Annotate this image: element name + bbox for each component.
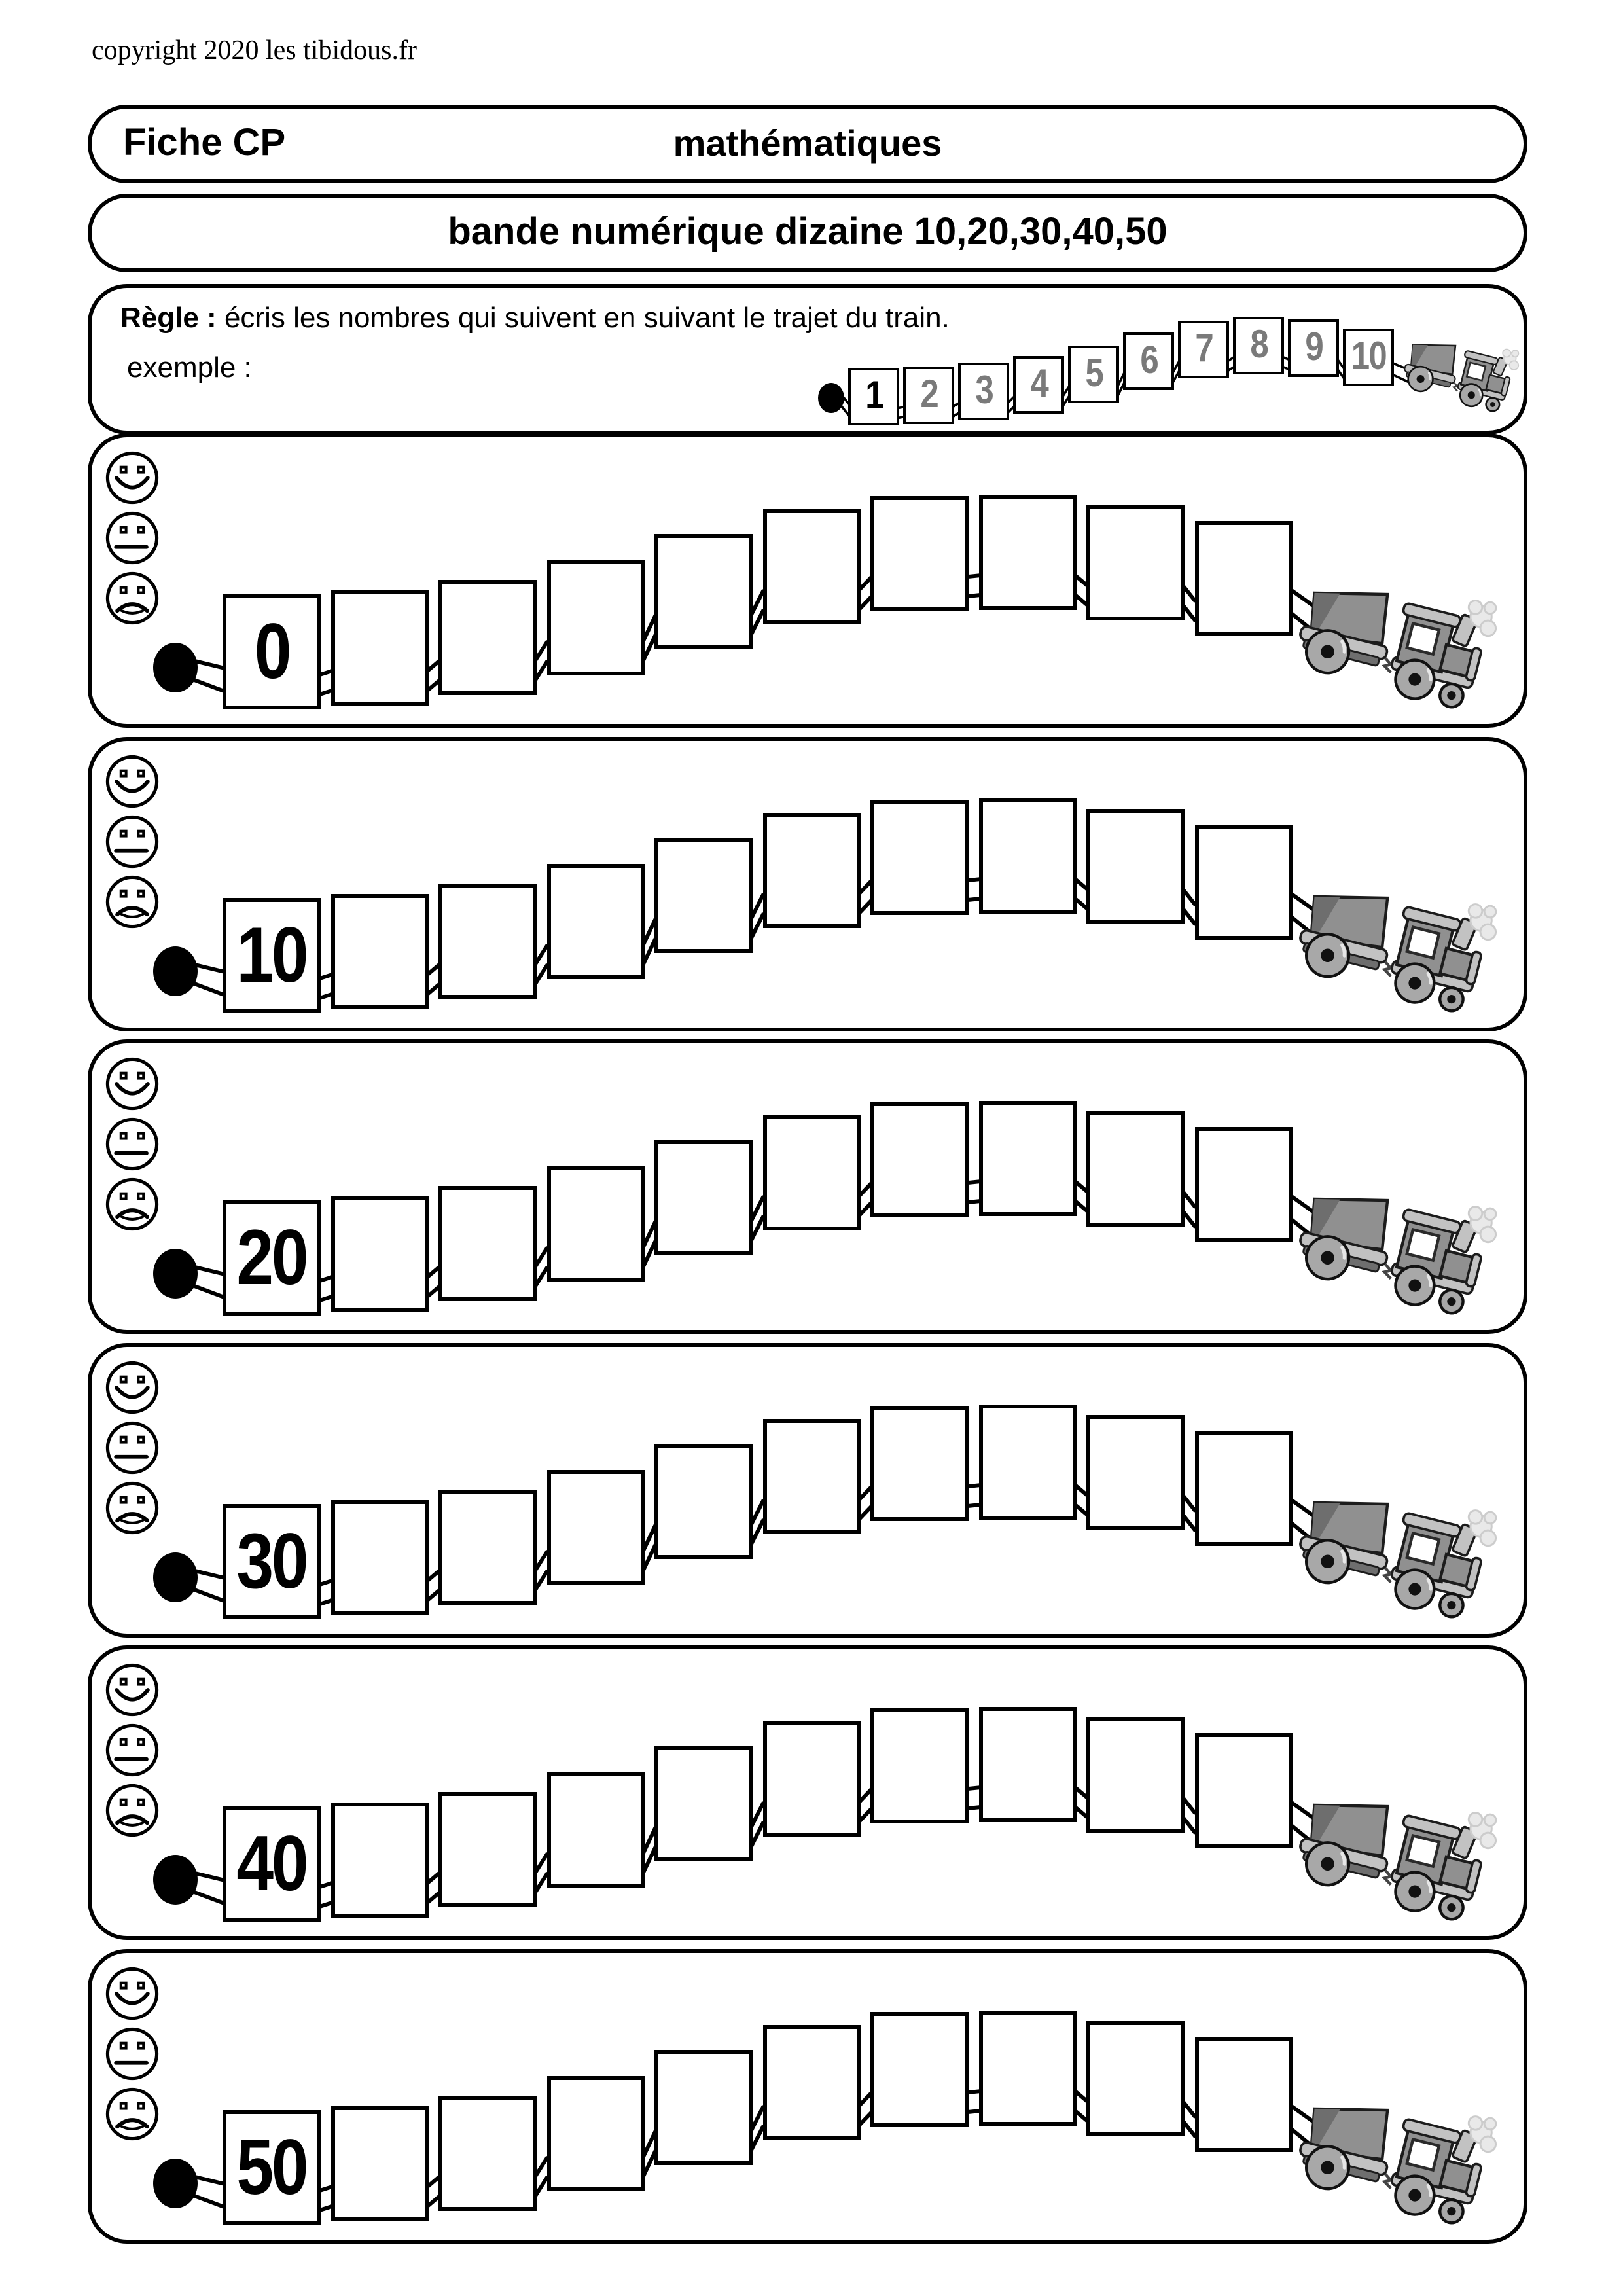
answer-box[interactable] (1194, 824, 1293, 939)
box-number: 50 (236, 2123, 307, 2210)
start-number-box (223, 1806, 321, 1922)
example-number-box (1068, 346, 1119, 403)
number-train-track (92, 1649, 1524, 1936)
box-number: 4 (1029, 363, 1048, 406)
coupling-line (191, 679, 224, 691)
answer-box[interactable] (546, 1469, 645, 1585)
coupling-line (1291, 1196, 1314, 1213)
coupling-line (1291, 1499, 1314, 1516)
example-number-box (1123, 332, 1174, 390)
box-number: 0 (254, 607, 289, 695)
answer-box[interactable] (762, 1115, 861, 1230)
answer-box[interactable] (870, 1102, 969, 1217)
number-train-track (92, 740, 1524, 1027)
answer-box[interactable] (1086, 1111, 1185, 1227)
box-number: 1 (865, 374, 882, 418)
coupling-line (191, 1891, 224, 1903)
example-number-box (1343, 329, 1394, 386)
box-number: 2 (919, 373, 938, 416)
coupling-line (1291, 2106, 1314, 2122)
answer-box[interactable] (762, 1418, 861, 1534)
answer-box[interactable] (438, 580, 537, 695)
train-icon (1292, 2075, 1502, 2230)
answer-box[interactable] (438, 1489, 537, 1604)
answer-box[interactable] (870, 2011, 969, 2126)
start-dot-icon (153, 2158, 198, 2208)
answer-box[interactable] (762, 509, 861, 624)
answer-box[interactable] (978, 2010, 1077, 2125)
coupling-line (191, 2194, 224, 2206)
answer-box[interactable] (330, 2106, 429, 2221)
answer-box[interactable] (1194, 1430, 1293, 1545)
sheet-label: Fiche CP (123, 122, 286, 164)
answer-box[interactable] (654, 534, 753, 649)
subject-label: mathématiques (673, 123, 942, 164)
number-train-track (92, 437, 1524, 724)
box-number: 30 (236, 1516, 307, 1604)
copyright-text: copyright 2020 les tibidous.fr (92, 34, 417, 65)
answer-box[interactable] (330, 893, 429, 1009)
box-number: 8 (1249, 323, 1268, 367)
answer-box[interactable] (870, 799, 969, 914)
title-banner (88, 194, 1527, 272)
coupling-line (191, 1285, 224, 1297)
answer-box[interactable] (1086, 808, 1185, 924)
start-dot-icon (818, 383, 844, 413)
box-number: 5 (1084, 352, 1103, 395)
coupling-line (1291, 1803, 1314, 1819)
example-train-strip (92, 288, 1524, 431)
train-icon (1292, 863, 1502, 1018)
box-number: 20 (236, 1213, 307, 1301)
answer-box[interactable] (1086, 2020, 1185, 2136)
answer-box[interactable] (654, 837, 753, 952)
answer-box[interactable] (330, 1499, 429, 1615)
example-number-box (1178, 321, 1229, 378)
box-number: 10 (236, 910, 307, 998)
answer-box[interactable] (1086, 1717, 1185, 1833)
answer-box[interactable] (654, 2049, 753, 2164)
answer-box[interactable] (762, 812, 861, 927)
rule-box (88, 284, 1527, 435)
start-number-box (223, 897, 321, 1013)
answer-box[interactable] (870, 1405, 969, 1520)
exercise-row (88, 433, 1527, 728)
start-dot-icon (153, 1249, 198, 1299)
start-dot-icon (153, 946, 198, 996)
answer-box[interactable] (654, 1746, 753, 1861)
train-icon (1292, 560, 1502, 715)
header-box (88, 105, 1527, 183)
start-dot-icon (153, 1552, 198, 1602)
exercise-row (88, 1342, 1527, 1637)
answer-box[interactable] (1086, 1414, 1185, 1530)
answer-box[interactable] (1194, 2036, 1293, 2151)
answer-box[interactable] (870, 1708, 969, 1823)
example-number-box (1013, 356, 1064, 414)
answer-box[interactable] (654, 1140, 753, 1255)
train-icon (1292, 1166, 1502, 1321)
train-icon (1400, 325, 1522, 416)
train-icon (1292, 1772, 1502, 1927)
example-number-box (1288, 319, 1339, 377)
answer-box[interactable] (978, 798, 1077, 913)
coupling-line (191, 1588, 224, 1600)
answer-box[interactable] (330, 590, 429, 706)
answer-box[interactable] (762, 2024, 861, 2140)
rule-label: Règle : (120, 301, 217, 334)
example-number-box (958, 363, 1009, 420)
answer-box[interactable] (330, 1196, 429, 1312)
number-train-track (92, 1043, 1524, 1330)
box-number: 3 (974, 369, 993, 412)
coupling-line (1291, 893, 1314, 910)
example-number-box (1233, 317, 1284, 374)
exercise-row (88, 1039, 1527, 1334)
answer-box[interactable] (978, 1707, 1077, 1822)
start-number-box (848, 368, 899, 425)
example-label: exemple : (127, 351, 252, 384)
answer-box[interactable] (438, 1792, 537, 1907)
coupling-line (191, 982, 224, 994)
answer-box[interactable] (762, 1721, 861, 1837)
box-number: 10 (1351, 335, 1386, 378)
start-number-box (223, 2109, 321, 2225)
answer-box[interactable] (654, 1443, 753, 1558)
answer-box[interactable] (546, 2075, 645, 2191)
train-icon (1292, 1469, 1502, 1624)
answer-box[interactable] (978, 1101, 1077, 1216)
start-dot-icon (153, 1855, 198, 1905)
start-number-box (223, 1503, 321, 1619)
start-number-box (223, 594, 321, 709)
coupling-line (1291, 590, 1314, 607)
answer-box[interactable] (438, 2095, 537, 2210)
answer-box[interactable] (546, 1772, 645, 1888)
start-number-box (223, 1200, 321, 1316)
answer-box[interactable] (1194, 1127, 1293, 1242)
answer-box[interactable] (546, 863, 645, 978)
number-train-track (92, 1952, 1524, 2239)
exercise-row (88, 1645, 1527, 1940)
exercise-row (88, 736, 1527, 1031)
answer-box[interactable] (438, 883, 537, 998)
answer-box[interactable] (870, 496, 969, 611)
box-number: 6 (1139, 339, 1158, 382)
box-number: 9 (1304, 326, 1323, 369)
answer-box[interactable] (546, 560, 645, 675)
answer-box[interactable] (1194, 1733, 1293, 1848)
answer-box[interactable] (1086, 505, 1185, 620)
answer-box[interactable] (438, 1186, 537, 1301)
example-number-box (903, 367, 954, 424)
answer-box[interactable] (546, 1166, 645, 1282)
start-dot-icon (153, 643, 198, 692)
box-number: 7 (1194, 327, 1213, 370)
exercise-row (88, 1948, 1527, 2243)
answer-box[interactable] (1194, 521, 1293, 636)
box-number: 40 (236, 1820, 307, 1907)
banner-text: bande numérique dizaine 10,20,30,40,50 (448, 211, 1168, 253)
answer-box[interactable] (978, 1404, 1077, 1519)
answer-box[interactable] (330, 1803, 429, 1918)
rule-instruction: écris les nombres qui suivent en suivant le trajet du train. (216, 301, 950, 334)
answer-box[interactable] (978, 495, 1077, 610)
number-train-track (92, 1346, 1524, 1633)
